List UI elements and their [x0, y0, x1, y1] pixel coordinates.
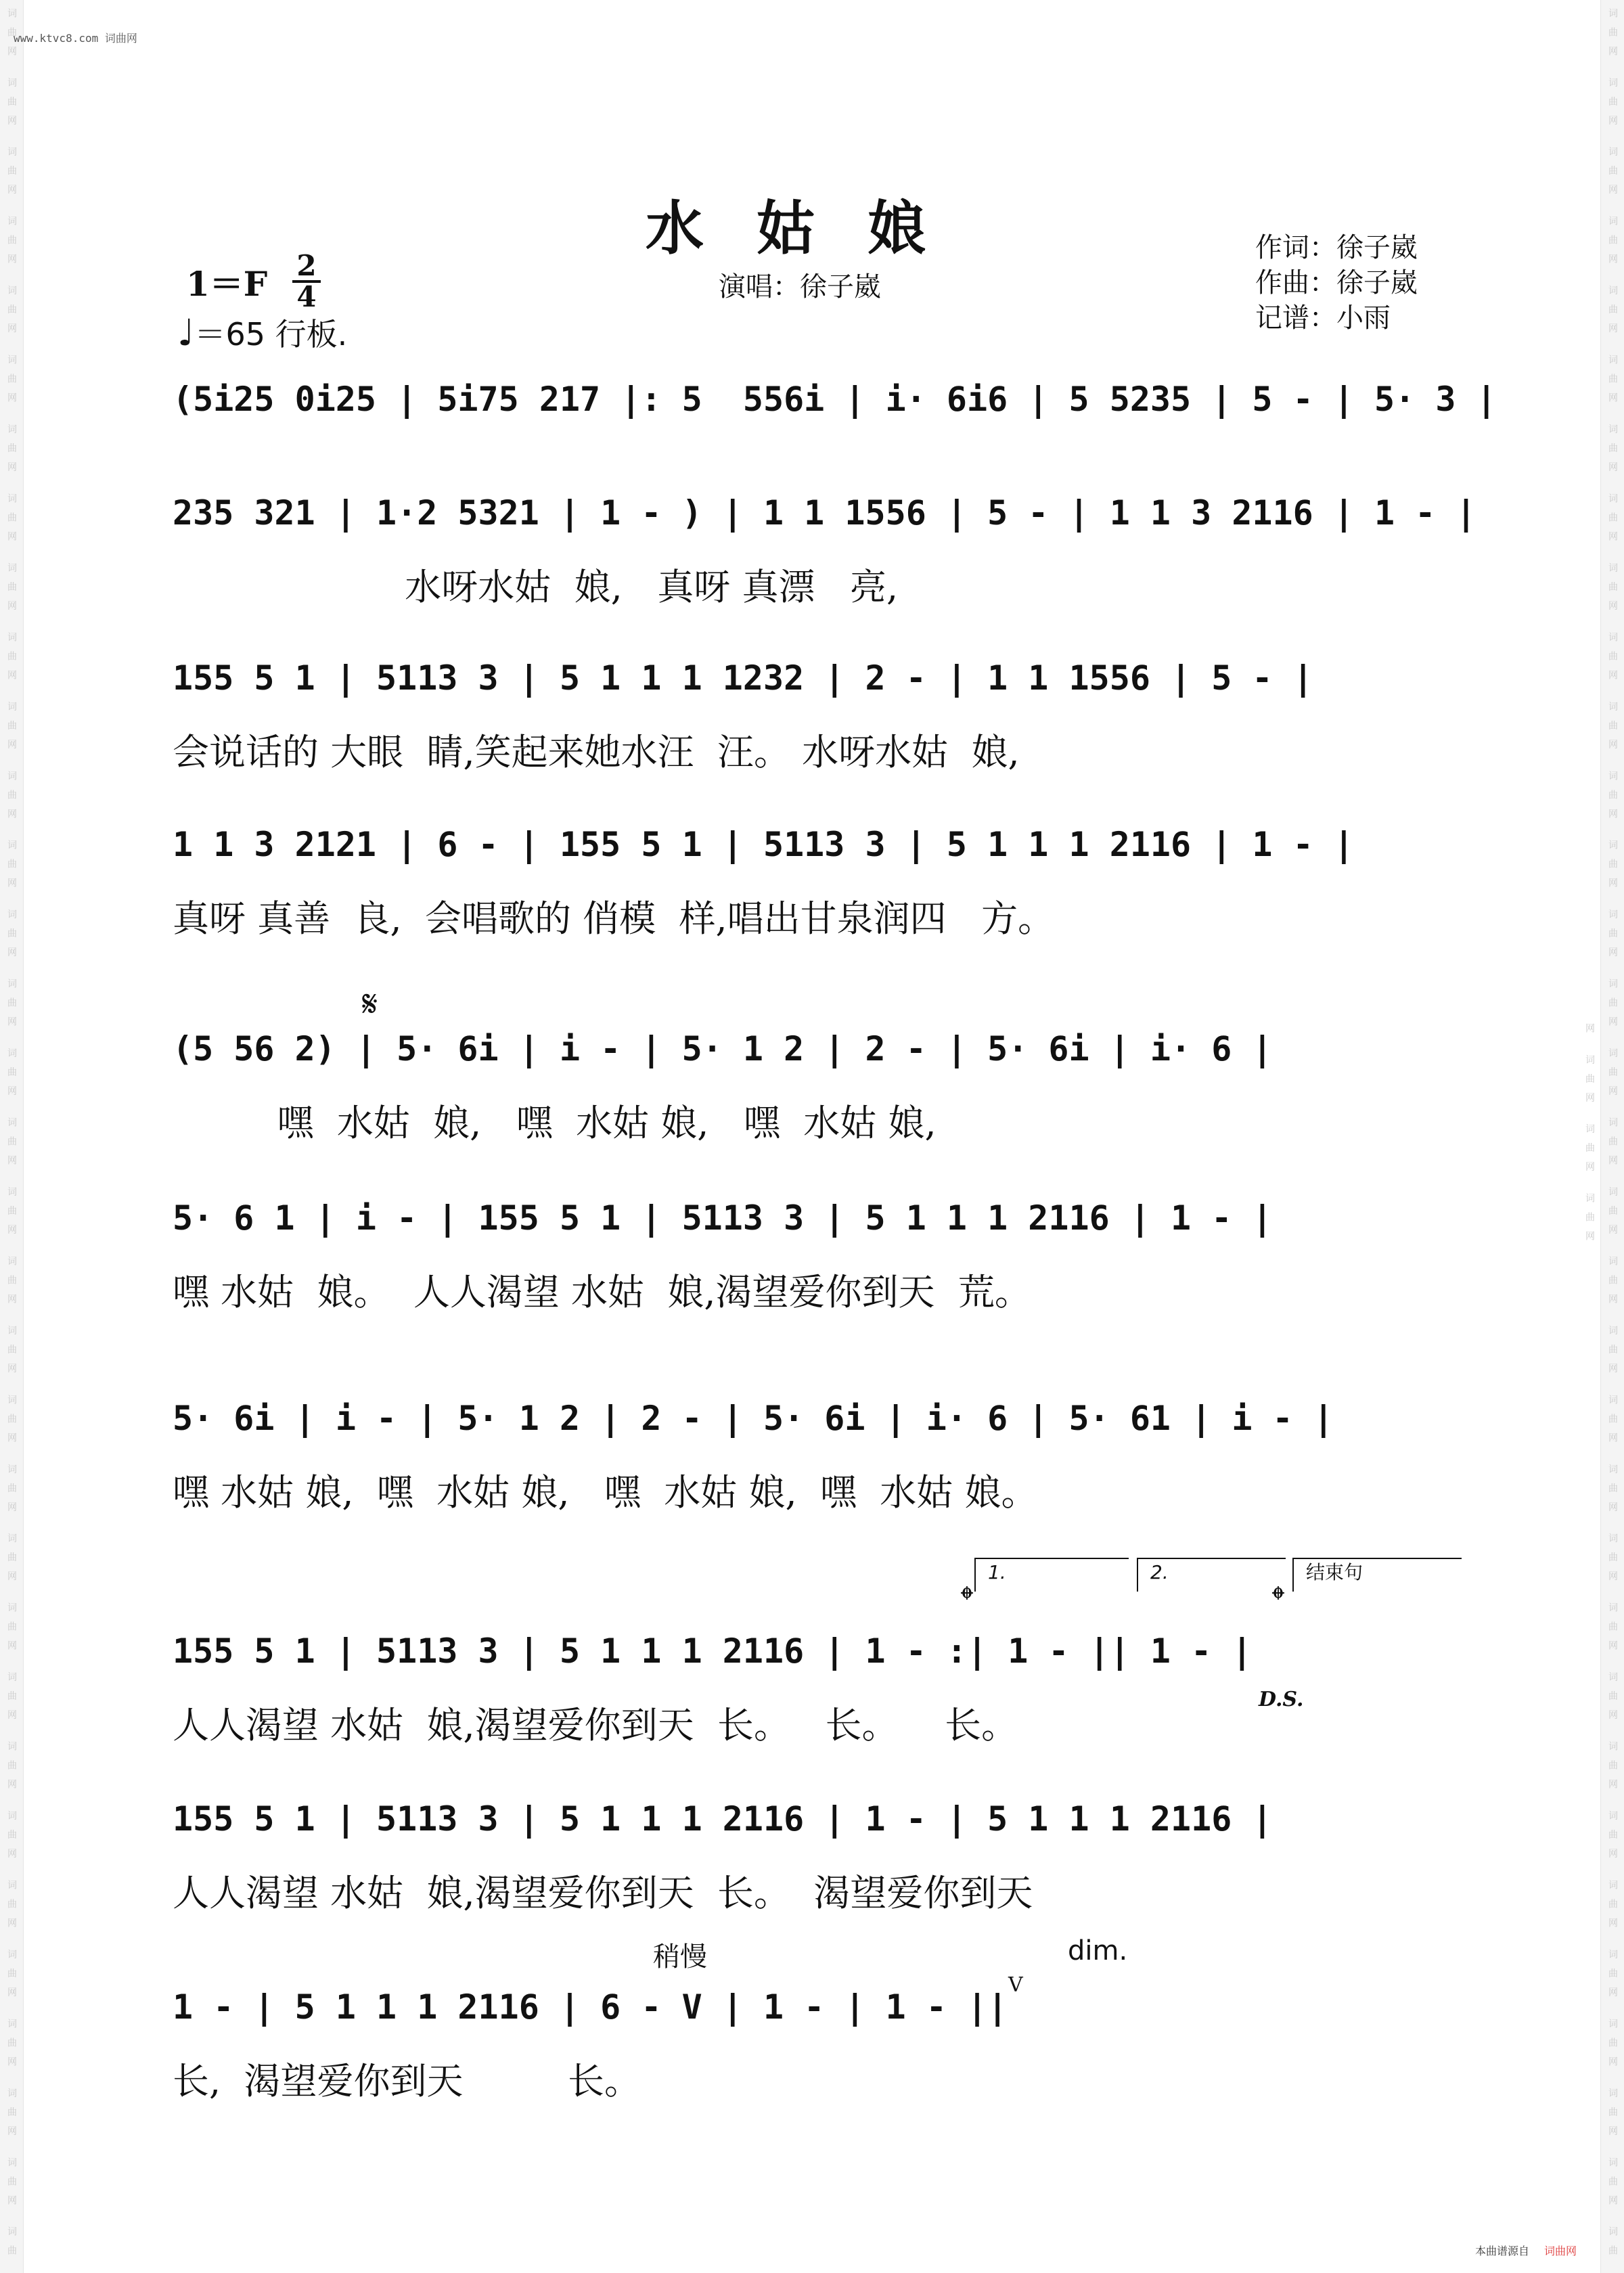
lyrics-line: 人人渴望 水姑 娘,渴望爱你到天 长。 长。 长。 — [173, 1704, 1018, 1747]
lyrics-line: 嘿 水姑 娘。 人人渴望 水姑 娘,渴望爱你到天 荒。 — [173, 1271, 1031, 1313]
notes-line: 235 321 | 1·2 5321 | 1 - ) | 1 1 1556 | 5 - | 1 1 3 2116 | 1 - | — [173, 493, 1476, 533]
system-4 — [173, 824, 1451, 941]
breath-mark: V — [1008, 1973, 1023, 1997]
volta-first: 1. — [974, 1558, 1129, 1592]
notes-line: 1 - | 5 1 1 1 2116 | 6 - V | 1 - | 1 - || — [173, 1987, 1008, 2027]
system-5 — [173, 1029, 1451, 1145]
notes-line: 5· 6 1 | i - | 155 5 1 | 5113 3 | 5 1 1 1 2116 | 1 - | — [173, 1198, 1273, 1238]
lyrics-line: 长, 渴望爱你到天 长。 — [173, 2060, 641, 2102]
song-title: 水姑娘 — [646, 194, 978, 263]
notes-line: 155 5 1 | 5113 3 | 5 1 1 1 1232 | 2 - | 1 1 1556 | 5 - | — [173, 658, 1313, 698]
time-signature-bottom: 4 — [296, 280, 317, 313]
quarter-note-icon: ♩ — [177, 311, 195, 354]
dim-mark: dim. — [1068, 1935, 1128, 1966]
lyrics-line: 会说话的 大眼 睛,笑起来她水汪 汪。 水呀水姑 娘, — [173, 731, 1020, 773]
lyrics-line: 嘿 水姑 娘, 嘿 水姑 娘, 嘿 水姑 娘, 嘿 水姑 娘。 — [173, 1471, 1038, 1514]
ending-phrase-label: 结束句 — [1292, 1558, 1462, 1592]
composer: 作曲：徐子崴 — [1255, 267, 1418, 298]
side-watermark-left: 词曲网 词曲网 词曲网 词曲网 词曲网 词曲网 词曲网 词曲网 词曲网 词曲网 词曲网 词曲网 词曲网 词曲网 词曲网 词曲网 词曲网 词曲网 词曲网 词曲网 词曲网 词曲网 词曲网 词曲网 词曲网 词曲网 词曲网 词曲网 词曲网 词曲网 词曲网 词曲网 词曲 — [0, 0, 24, 2273]
coda-mark-1: 𝄌 — [961, 1579, 973, 1620]
system-3 — [173, 658, 1451, 774]
lyrics-line: 水呀水姑 娘, 真呀 真漂 亮, — [173, 566, 899, 608]
credits — [1255, 230, 1418, 336]
system-9 — [173, 1799, 1451, 1915]
notes-line: (5 56 2) | 5· 6i | i - | 5· 1 2 | 2 - | 5· 6i | i· 6 | — [173, 1029, 1273, 1068]
system-6 — [173, 1198, 1451, 1314]
tempo — [177, 310, 347, 355]
notes-line: (5i25 0i25 | 5i75 217 |: 5 556i | i· 6i6 | 5 5235 | 5 - | 5· 3 | — [173, 380, 1497, 419]
notes-line: 155 5 1 | 5113 3 | 5 1 1 1 2116 | 1 - | 5 1 1 1 2116 | — [173, 1799, 1273, 1839]
notes-line: 5· 6i | i - | 5· 1 2 | 2 - | 5· 6i | i· 6 | 5· 61 | i - | — [173, 1399, 1334, 1438]
footer-brand: 词曲网 — [1543, 2245, 1577, 2257]
footer — [1475, 2243, 1577, 2258]
segno-mark: 𝄋 — [362, 983, 378, 1025]
system-1 — [173, 379, 1497, 495]
side-watermark-right: 词曲网 词曲网 词曲网 词曲网 词曲网 词曲网 词曲网 词曲网 词曲网 词曲网 词曲网 词曲网 词曲网 词曲网 词曲网 词曲网 词曲网 词曲网 词曲网 词曲网 词曲网 词曲网 词曲网 词曲网 词曲网 词曲网 词曲网 词曲网 词曲网 词曲网 词曲网 词曲网 词曲网 词曲网 词曲网 词曲网 — [1600, 0, 1624, 2273]
tempo-value: ＝65 — [194, 316, 266, 353]
system-2 — [173, 493, 1476, 609]
notes-line: 155 5 1 | 5113 3 | 5 1 1 1 2116 | 1 - :| 1 - || 1 - | — [173, 1631, 1253, 1671]
volta-second: 2. — [1137, 1558, 1286, 1592]
notation-by: 记谱：小雨 — [1255, 302, 1391, 334]
time-signature-top: 2 — [292, 252, 321, 283]
footer-source: 本曲谱源自 — [1474, 2245, 1529, 2257]
notes-line: 1 1 3 2121 | 6 - | 155 5 1 | 5113 3 | 5 1 1 1 2116 | 1 - | — [173, 825, 1354, 864]
coda-mark-2: 𝄌 — [1272, 1579, 1284, 1620]
time-signature — [292, 249, 321, 313]
da-segno-mark: D.S. — [1259, 1688, 1304, 1711]
lyrics-line: 人人渴望 水姑 娘,渴望爱你到天 长。 渴望爱你到天 — [173, 1872, 1033, 1914]
lyrics-line: 嘿 水姑 娘, 嘿 水姑 娘, 嘿 水姑 娘, — [173, 1102, 937, 1144]
system-7 — [173, 1398, 1451, 1514]
site-url: www.ktvc8.com 词曲网 — [14, 32, 137, 45]
tempo-marking: 行板. — [275, 316, 348, 353]
lyrics-line — [173, 452, 1451, 495]
system-10 — [173, 1987, 1451, 2103]
lyrics-line: 真呀 真善 良, 会唱歌的 俏模 样,唱出甘泉润四 方。 — [173, 897, 1055, 940]
key-signature: 1＝F — [186, 264, 268, 304]
tempo-slower-mark: 稍慢 — [653, 1941, 707, 1973]
lyricist: 作词：徐子崴 — [1255, 232, 1418, 263]
singer: 演唱：徐子崴 — [719, 271, 881, 302]
